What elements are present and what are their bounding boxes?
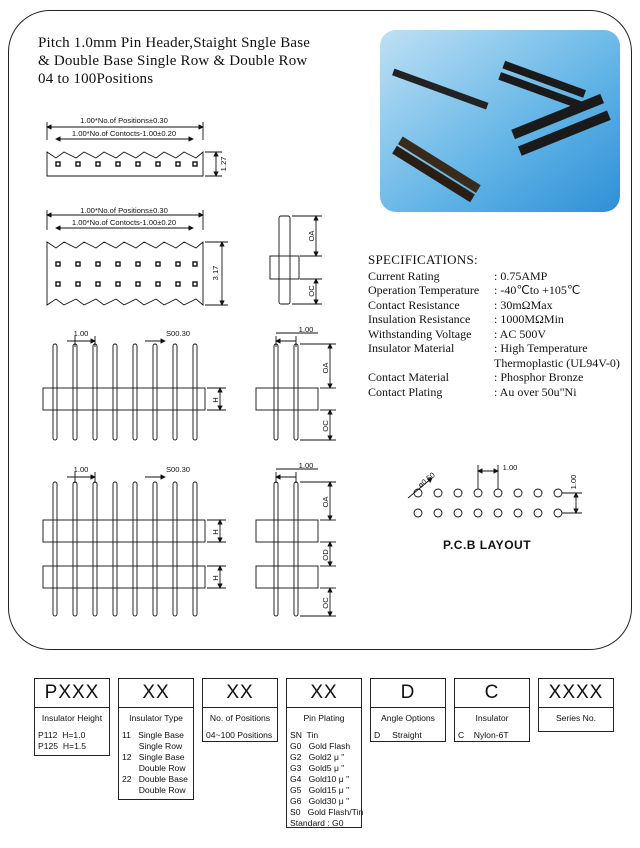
single-base-front-view xyxy=(43,336,226,440)
order-desc-line: G6 Gold30 μ " xyxy=(290,796,350,806)
h-label: H xyxy=(211,397,220,403)
specifications xyxy=(368,253,638,399)
order-desc-header: Series No. xyxy=(555,713,597,723)
order-desc-pin-plating xyxy=(286,708,362,828)
order-desc-line: Double Row xyxy=(122,785,186,795)
order-desc-line: G4 Gold10 μ " xyxy=(290,774,350,784)
order-desc-positions xyxy=(202,708,278,742)
spec-row xyxy=(368,312,638,327)
order-desc-line: 11 Single Base xyxy=(122,730,184,740)
spec-label: Contact Resistance xyxy=(368,297,460,312)
order-desc-insulator-type xyxy=(118,708,194,800)
dim-single-height-label: 1.27 xyxy=(219,156,228,172)
order-desc-line: 04~100 Positions xyxy=(206,730,273,740)
order-desc-line: Standard : G0 xyxy=(290,818,344,828)
oc-label: OC xyxy=(307,285,316,297)
order-desc-line: G3 Gold5 μ " xyxy=(290,763,345,773)
spec-row xyxy=(368,327,638,342)
od-label: OD xyxy=(321,549,330,561)
double-base-side-view xyxy=(256,469,336,616)
order-desc-line: Single Row xyxy=(122,741,183,751)
order-desc-line: G0 Gold Flash xyxy=(290,741,351,751)
pcb-hole-label: ø0.50 xyxy=(416,470,437,490)
spec-label: Withstanding Voltage xyxy=(368,326,472,341)
order-desc-line: P125 H=1.5 xyxy=(38,741,87,751)
order-code-insulator-height: PXXX xyxy=(34,678,110,708)
order-desc-line: S0 Gold Flash/Tin xyxy=(290,807,364,817)
specs-header: SPECIFICATIONS: xyxy=(368,252,478,267)
spec-label: Operation Temperature xyxy=(368,283,480,297)
order-desc-header: No. of Positions xyxy=(209,713,271,723)
dim-contacts-label: 1.00*No.of Contocts-1.00±0.20 xyxy=(71,129,177,138)
order-desc-header: Insulator Height xyxy=(41,713,103,723)
spec-label: Insulation Resistance xyxy=(368,312,471,326)
order-desc-line: P112 H=1.0 xyxy=(38,730,86,740)
title-line: Pitch 1.0mm Pin Header,Staight Sngle Base xyxy=(38,35,311,51)
dim-positions-label: 1.00*No.of Positions±0.30 xyxy=(80,206,168,215)
pcb-pitch-label: 1.00 xyxy=(502,463,518,472)
spec-row xyxy=(368,385,638,400)
dim-positions-label: 1.00*No.of Positions±0.30 xyxy=(80,116,168,125)
order-desc-header: Insulator Type xyxy=(129,713,183,723)
pitch-label: 1.00 xyxy=(73,465,89,474)
order-desc-header: Angle Options xyxy=(381,713,435,723)
order-desc-line: G2 Gold2 μ " xyxy=(290,752,345,762)
spec-row xyxy=(368,370,638,385)
order-desc-line: 12 Single Base xyxy=(122,752,185,762)
oa-label: OA xyxy=(307,230,316,242)
spec-row xyxy=(368,269,638,284)
spec-value: : AC 500V xyxy=(494,326,547,341)
spec-label: Current Rating xyxy=(368,268,440,283)
order-desc-line: SN Tin xyxy=(290,730,319,740)
spec-label: Insulator Material xyxy=(368,341,455,355)
order-desc-header: Insulator xyxy=(475,713,509,723)
order-desc-header: Pin Plating xyxy=(303,713,345,723)
order-code-insulator: C xyxy=(454,678,530,708)
oa-label: OA xyxy=(321,362,330,374)
oa-label: OA xyxy=(321,496,330,508)
pitch-label: 1.00 xyxy=(73,329,89,338)
pitch-label: 1.00 xyxy=(298,461,314,470)
pcb-row-label: 1.00 xyxy=(569,474,578,490)
dim-contacts-label: 1.00*No.of Contocts-1.00±0.20 xyxy=(71,218,177,227)
order-desc-line: G5 Gold15 μ " xyxy=(290,785,350,795)
spec-value: : 30mΩMax xyxy=(494,297,553,312)
spec-row xyxy=(368,341,638,370)
order-desc-line: C Nylon-6T xyxy=(458,730,509,740)
spec-value: : High Temperature Thermoplastic (UL94V-0) xyxy=(494,341,620,370)
h-label: H xyxy=(211,529,220,535)
order-desc-line: 22 Double Base xyxy=(122,774,188,784)
spec-value: : 1000MΩMin xyxy=(494,312,564,326)
order-desc-insulator xyxy=(454,708,530,742)
order-code-series: XXXX xyxy=(538,678,614,708)
order-desc-line: D Straight xyxy=(374,730,422,740)
spec-row xyxy=(368,298,638,313)
spec-value: : Phosphor Bronze xyxy=(494,370,584,384)
title-line: 04 to 100Positions xyxy=(38,71,154,87)
order-desc-line: Double Row xyxy=(122,763,186,773)
order-desc-insulator-height xyxy=(34,708,110,756)
tip-label: S00.30 xyxy=(165,465,191,474)
dim-double-height-label: 3.17 xyxy=(211,265,220,281)
oc-label: OC xyxy=(321,597,330,609)
order-code-pin-plating: XX xyxy=(286,678,362,708)
order-code-positions: XX xyxy=(202,678,278,708)
pcb-layout xyxy=(408,465,582,517)
order-desc-series xyxy=(538,708,614,732)
order-code-angle: D xyxy=(370,678,446,708)
order-desc-angle xyxy=(370,708,446,742)
spec-row xyxy=(368,283,638,298)
oc-label: OC xyxy=(321,420,330,432)
h-label: H xyxy=(211,575,220,581)
spec-value: : Au over 50u"Ni xyxy=(494,384,577,399)
spec-value: : -40℃to +105℃ xyxy=(494,283,581,297)
spec-value: : 0.75AMP xyxy=(494,268,548,283)
double-base-front-view xyxy=(43,472,226,616)
tip-label: S00.30 xyxy=(165,329,191,338)
pitch-label: 1.00 xyxy=(298,325,314,334)
spec-label: Contact Plating xyxy=(368,384,443,399)
title-line: & Double Base Single Row & Double Row xyxy=(38,53,308,69)
order-code-insulator-type: XX xyxy=(118,678,194,708)
spec-label: Contact Material xyxy=(368,370,449,384)
pcb-caption: P.C.B LAYOUT xyxy=(443,538,532,552)
